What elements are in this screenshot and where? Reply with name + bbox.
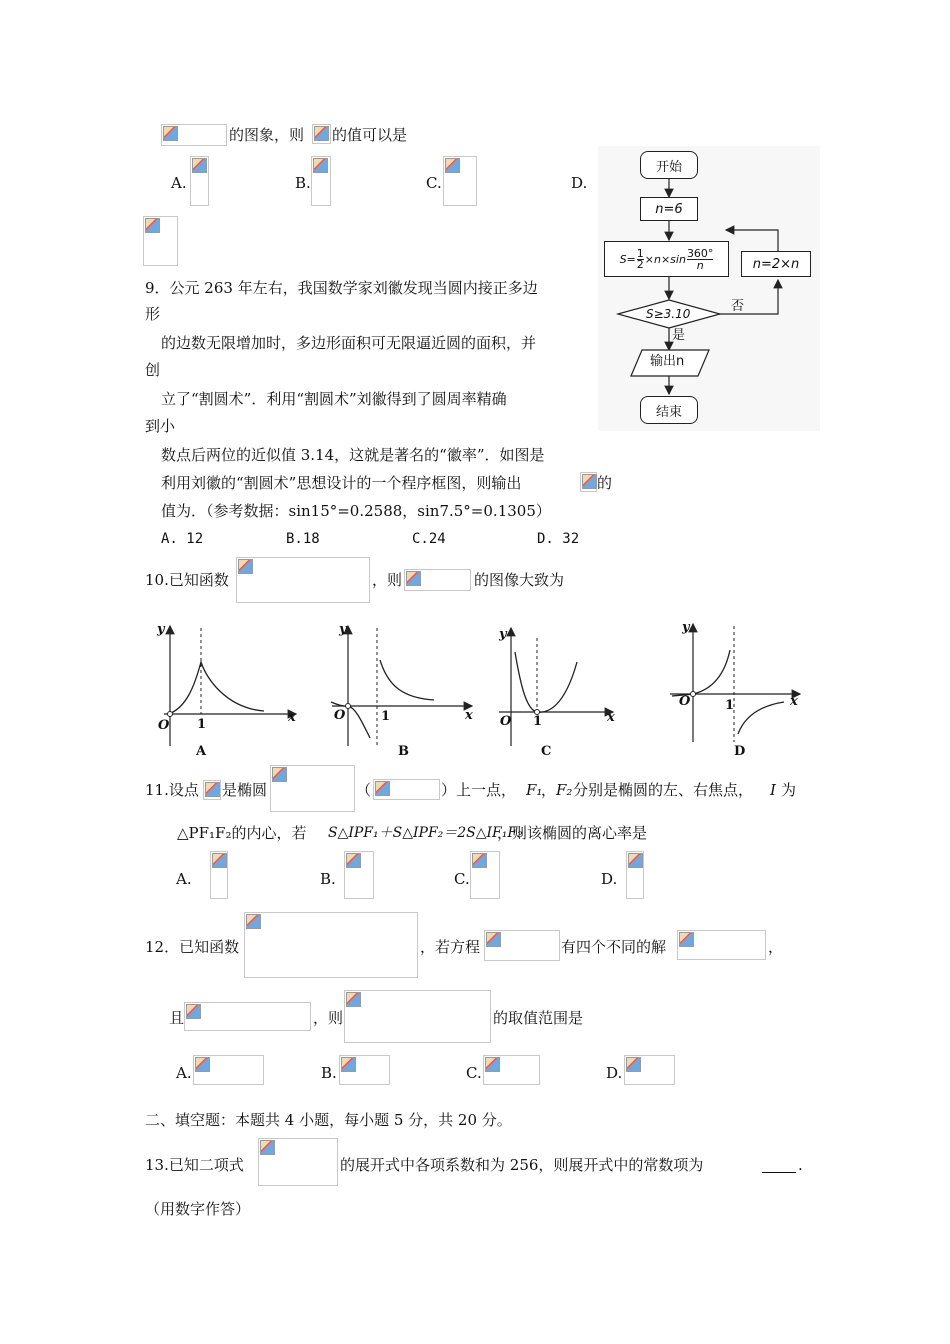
q13-text-1: 13.已知二项式 [145, 1156, 244, 1174]
formula-image [244, 912, 418, 978]
flowchart-update: n=2×n [741, 251, 811, 277]
q10-graph-a-one: 1 [197, 717, 207, 732]
q10-graph-c-one: 1 [533, 714, 543, 729]
q11-f1: F₁ [526, 781, 543, 799]
q12-text-1: 12．已知函数 [145, 938, 240, 956]
q12-option-c-image [483, 1055, 540, 1085]
flowchart-end: 结束 [640, 396, 698, 424]
q8-option-c-label: C. [426, 174, 442, 192]
q11-text-5: 为 [781, 781, 797, 799]
q9-line-1b: 形 [145, 305, 161, 323]
q8-option-a-label: A. [171, 174, 187, 192]
q12-line2-text-1: 且 [169, 1009, 185, 1027]
q11-option-a-image [210, 851, 228, 899]
q11-text-4: 分别是椭圆的左、右焦点， [573, 781, 754, 799]
q10-graph-d-origin: O [679, 694, 691, 709]
formula-image [258, 1138, 338, 1186]
q8-text-2: 的值可以是 [332, 126, 408, 144]
q9-line-6: 值为．（参考数据：sin15°=0.2588，sin7.5°=0.1305） [161, 502, 551, 520]
q10-graph-c [495, 618, 620, 760]
q12-text-2: ，若方程 [420, 938, 481, 956]
q10-graph-a-origin: O [158, 718, 170, 733]
q8-option-a-image [190, 156, 209, 206]
formula-image [484, 930, 560, 961]
q10-graph-d [666, 618, 806, 760]
q10-graph-b-origin: O [334, 708, 346, 723]
q10-text-3: 的图像大致为 [474, 571, 565, 589]
q9-option-b: B.18 [286, 531, 320, 547]
q11-line2-text-1: △PF₁F₂的内心，若 [177, 824, 307, 842]
q10-graph-a-y: y [157, 622, 165, 637]
q9-line-5: 利用刘徽的“割圆术”思想设计的一个程序框图，则输出 [161, 474, 522, 492]
q8-text-1: 的图象，则 [229, 126, 305, 144]
q8-option-b-label: B. [295, 174, 311, 192]
q8-option-d-label: D. [571, 174, 588, 192]
q12-text-3: 有四个不同的解 [561, 938, 667, 956]
q12-option-b-image [339, 1055, 390, 1085]
q10-graph-c-y: y [499, 627, 507, 642]
q10-graph-b-one: 1 [381, 709, 391, 724]
formula-image [404, 569, 471, 591]
q12-option-d-label: D. [606, 1064, 623, 1082]
formula-image [344, 990, 491, 1043]
q9-option-d: D. 32 [537, 531, 580, 547]
flowchart-formula: S= $\frac{1}{2}$ ×n×sin 360° n [604, 241, 729, 277]
q11-text-3: ）上一点， [441, 781, 517, 799]
q11-comma: ， [541, 781, 557, 799]
q10-graph-b-label: B [398, 744, 409, 759]
q10-graph-d-one: 1 [725, 698, 735, 713]
formula-image [203, 780, 221, 800]
q10-graph-a-label: A [196, 744, 207, 759]
q9-option-c: C.24 [412, 531, 446, 547]
q10-text-1: 10.已知函数 [145, 571, 229, 589]
q8-option-d-image [143, 216, 178, 266]
q11-i-var: I [770, 781, 776, 799]
q10-graph-b-y: y [339, 622, 347, 637]
formula-image [312, 124, 331, 144]
q11-text-1: 11.设点 [145, 781, 199, 799]
formula-image [161, 124, 227, 146]
q12-option-a-image [193, 1055, 264, 1085]
q9-line-5b: 的 [597, 474, 613, 492]
q8-option-b-image [311, 156, 331, 206]
flowchart-no-label: 否 [731, 299, 745, 314]
formula-image [580, 472, 597, 492]
formula-image [677, 930, 766, 960]
q11-option-a-label: A. [176, 870, 192, 888]
q11-option-b-label: B. [320, 870, 336, 888]
q9-line-2b: 创 [145, 361, 161, 379]
q10-graph-b [328, 618, 478, 760]
q12-option-a-label: A. [176, 1064, 192, 1082]
flowchart-init: n=6 [640, 197, 698, 221]
flowchart-output: 输出n [650, 354, 685, 369]
q10-graph-c-origin: O [500, 714, 512, 729]
q10-graph-d-label: D [734, 744, 746, 759]
q10-graph-a [146, 618, 306, 760]
q12-option-d-image [624, 1055, 675, 1085]
flowchart-yes-label: 是 [672, 328, 686, 343]
q11-option-c-image [470, 851, 500, 899]
section-heading: 二、填空题：本题共 4 小题，每小题 5 分，共 20 分。 [145, 1111, 512, 1129]
formula-image [236, 557, 370, 603]
answer-blank[interactable] [762, 1158, 796, 1173]
q10-graph-d-y: y [682, 620, 690, 635]
q13-line-2: （用数字作答） [145, 1200, 251, 1218]
q11-text-2: 是椭圆 [222, 781, 268, 799]
q9-line-3b: 到小 [145, 417, 176, 435]
q11-line2-formula: S△IPF₁＋S△IPF₂＝2S△IF₁F₂ [328, 825, 523, 841]
q12-line2-text-3: 的取值范围是 [493, 1009, 584, 1027]
formula-image [270, 765, 355, 812]
q9-option-a: A. 12 [161, 531, 204, 547]
q13-text-3: . [798, 1156, 803, 1174]
q11-option-d-label: D. [601, 870, 618, 888]
q10-graph-c-label: C [541, 744, 552, 759]
q11-option-c-label: C. [454, 870, 470, 888]
q11-option-d-image [626, 851, 644, 899]
flowchart-condition: S≥3.10 [646, 307, 691, 321]
q9-line-2: 的边数无限增加时，多边形面积可无限逼近圆的面积，并 [161, 334, 537, 352]
q12-option-c-label: C. [466, 1064, 482, 1082]
q9-line-4: 数点后两位的近似值 3.14，这就是著名的“徽率”．如图是 [161, 446, 545, 464]
flowchart-start: 开始 [640, 151, 698, 179]
q12-option-b-label: B. [321, 1064, 337, 1082]
q11-line2-text-2: ，则该椭圆的离心率是 [497, 824, 648, 842]
q10-text-2: ，则 [372, 571, 403, 589]
q12-line2-text-2: ，则 [313, 1009, 344, 1027]
q10-graph-a-x: x [288, 710, 296, 725]
q9-line-3: 立了“割圆术”．利用“割圆术”刘徽得到了圆周率精确 [161, 390, 507, 408]
formula-image [184, 1002, 311, 1031]
q11-paren: （ [356, 781, 372, 799]
q13-text-2: 的展开式中各项系数和为 256，则展开式中的常数项为 [340, 1156, 704, 1174]
q12-text-4: ， [768, 938, 784, 956]
q10-graph-d-x: x [790, 694, 798, 709]
q11-f2: F₂ [556, 781, 573, 799]
q10-graph-b-x: x [465, 708, 473, 723]
flowchart-arrows [598, 146, 820, 431]
q10-graph-c-x: x [607, 710, 615, 725]
formula-image [373, 779, 440, 800]
q8-option-c-image [443, 156, 477, 206]
q9-line-1: 9．公元 263 年左右，我国数学家刘徽发现当圆内接正多边 [145, 279, 538, 297]
q11-option-b-image [344, 851, 374, 899]
